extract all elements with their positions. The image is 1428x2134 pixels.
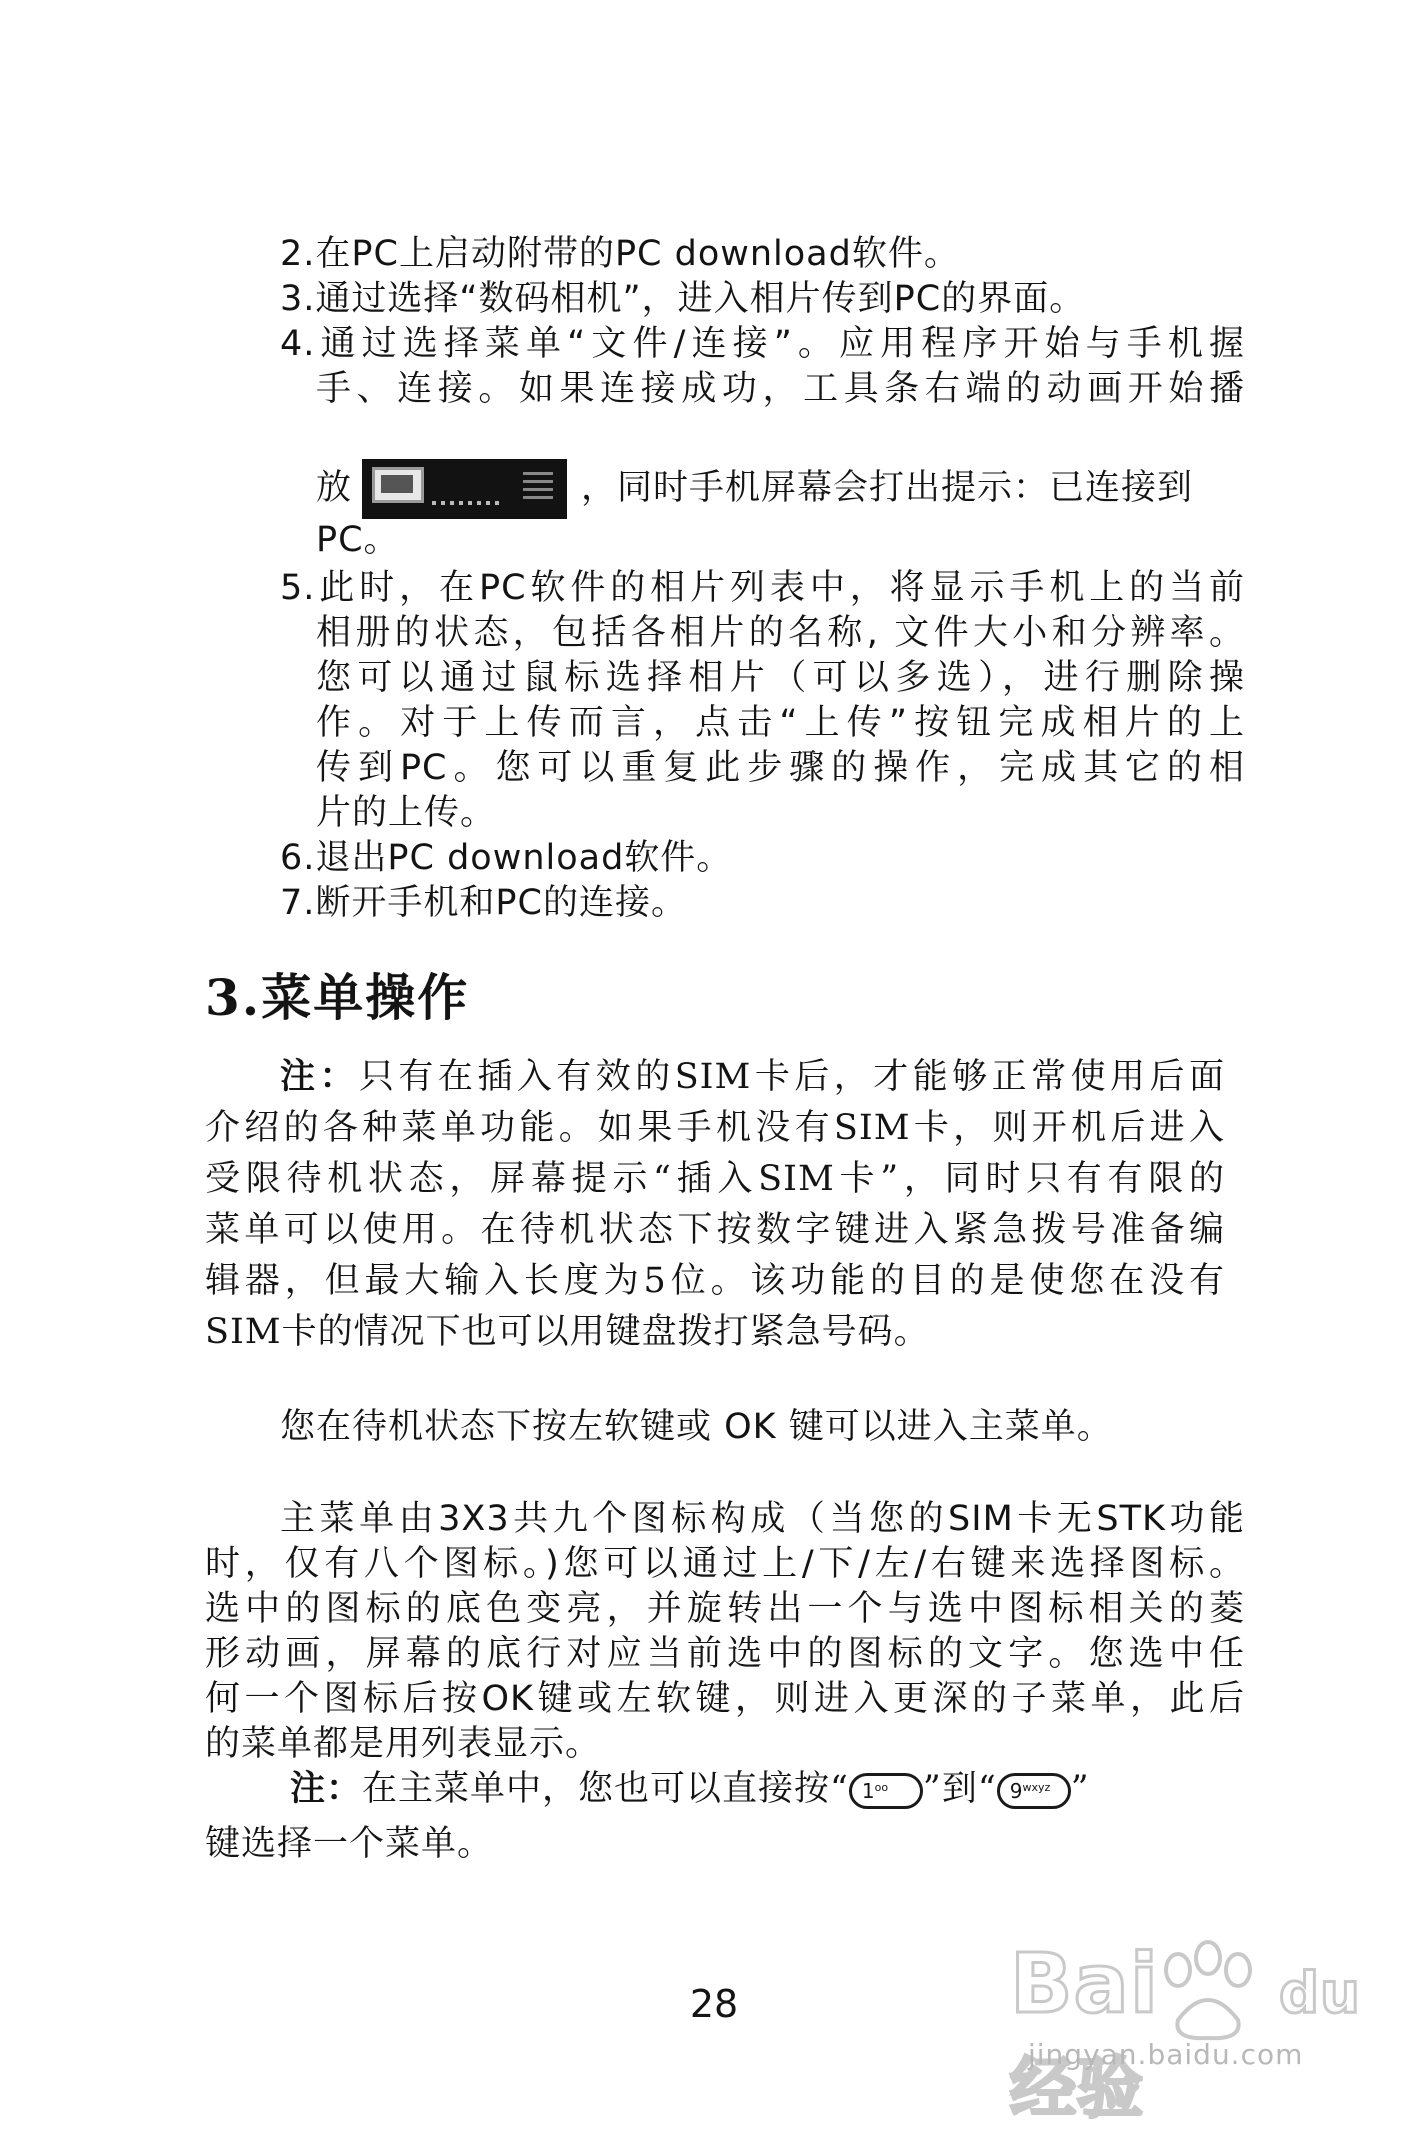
note-1-text: 只有在插入有效的SIM卡后，才能够正常使用后面	[358, 1057, 1225, 1097]
list-item-4-text-before-image: 放	[316, 468, 353, 508]
list-item-5-line-4: 作。对于上传而言，点击“上传”按钮完成相片的上	[316, 703, 1245, 743]
section-heading: 3.菜单操作	[205, 968, 470, 1027]
paragraph-2-line-1: 主菜单由3X3共九个图标构成（当您的SIM卡无STK功能	[280, 1499, 1245, 1539]
note-2-text-middle: ”到“	[922, 1769, 997, 1809]
note-1-line-6: SIM卡的情况下也可以用键盘拨打紧急号码。	[205, 1312, 930, 1352]
key-1-icon: $1^{oo}$	[849, 1773, 923, 1809]
note-1-line-1	[280, 1055, 1225, 1099]
list-item-4-line-3	[316, 458, 1193, 519]
monitor-icon	[372, 467, 424, 503]
list-item-4-text-after-image: ，同时手机屏幕会打出提示：已连接到	[581, 468, 1194, 508]
list-item-5-line-3: 您可以通过鼠标选择相片（可以多选），进行删除操	[316, 658, 1245, 698]
list-item-5-line-2: 相册的状态，包括各相片的名称, 文件大小和分辨率。	[316, 613, 1245, 653]
list-item-4-line-1: 4.通过选择菜单“文件/连接”。应用程序开始与手机握	[280, 324, 1245, 364]
watermark-url: jingyan.baidu.com	[1028, 2038, 1304, 2071]
list-item-4-line-4: PC。	[316, 520, 400, 560]
list-item-5-line-6: 片的上传。	[316, 793, 497, 833]
paragraph-2-line-5: 何一个图标后按OK键或左软键，则进入更深的子菜单，此后	[205, 1679, 1245, 1719]
note-1-line-2: 介绍的各种菜单功能。如果手机没有SIM卡，则开机后进入	[205, 1108, 1225, 1148]
list-item-2: 2.在PC上启动附带的PC download软件。	[280, 234, 960, 274]
paragraph-2-line-2: 时，仅有八个图标。)您可以通过上/下/左/右键来选择图标。	[205, 1544, 1245, 1584]
note-label: 注：	[280, 1056, 359, 1097]
signal-grid-icon	[523, 469, 553, 499]
list-item-7: 7.断开手机和PC的连接。	[280, 883, 687, 923]
note-1-line-3: 受限待机状态，屏幕提示“插入SIM卡”，同时只有有限的	[205, 1159, 1225, 1199]
paragraph-2-line-3: 选中的图标的底色变亮，并旋转出一个与选中图标相关的菱	[205, 1589, 1245, 1629]
page-number: 28	[689, 1982, 739, 2026]
note-1-line-5: 辑器，但最大输入长度为5位。该功能的目的是使您在没有	[205, 1261, 1225, 1301]
watermark-logo: Bai du经验	[1010, 1937, 1361, 2127]
note-2-label: 注：	[290, 1768, 363, 1809]
note-2-line-1	[290, 1764, 1090, 1814]
list-item-4-line-2: 手、连接。如果连接成功，工具条右端的动画开始播	[316, 369, 1245, 409]
paragraph-2-line-6: 的菜单都是用列表显示。	[205, 1724, 602, 1764]
main-menu-entry-paragraph: 您在待机状态下按左软键或 OK 键可以进入主菜单。	[280, 1407, 1113, 1447]
paragraph-2-line-4: 形动画，屏幕的底行对应当前选中的图标的文字。您选中任	[205, 1634, 1245, 1674]
connection-animation-image	[362, 459, 567, 519]
paw-icon	[1148, 1940, 1268, 2050]
note-2-line-2: 键选择一个菜单。	[205, 1824, 494, 1864]
key-9-icon: $9^{wxyz}$	[997, 1773, 1071, 1809]
list-item-3: 3.通过选择“数码相机”，进入相片传到PC的界面。	[280, 279, 1086, 319]
list-item-5-line-1: 5.此时，在PC软件的相片列表中，将显示手机上的当前	[280, 568, 1245, 608]
progress-dots	[432, 501, 502, 505]
list-item-6: 6.退出PC download软件。	[280, 838, 733, 878]
note-1-line-4: 菜单可以使用。在待机状态下按数字键进入紧急拨号准备编	[205, 1210, 1225, 1250]
list-item-5-line-5: 传到PC。您可以重复此步骤的操作，完成其它的相	[316, 748, 1245, 788]
baidu-jingyan-watermark	[1010, 1937, 1390, 2127]
note-2-text-before: 在主菜单中，您也可以直接按“	[362, 1769, 849, 1809]
note-2-text-after: ”	[1070, 1769, 1090, 1809]
